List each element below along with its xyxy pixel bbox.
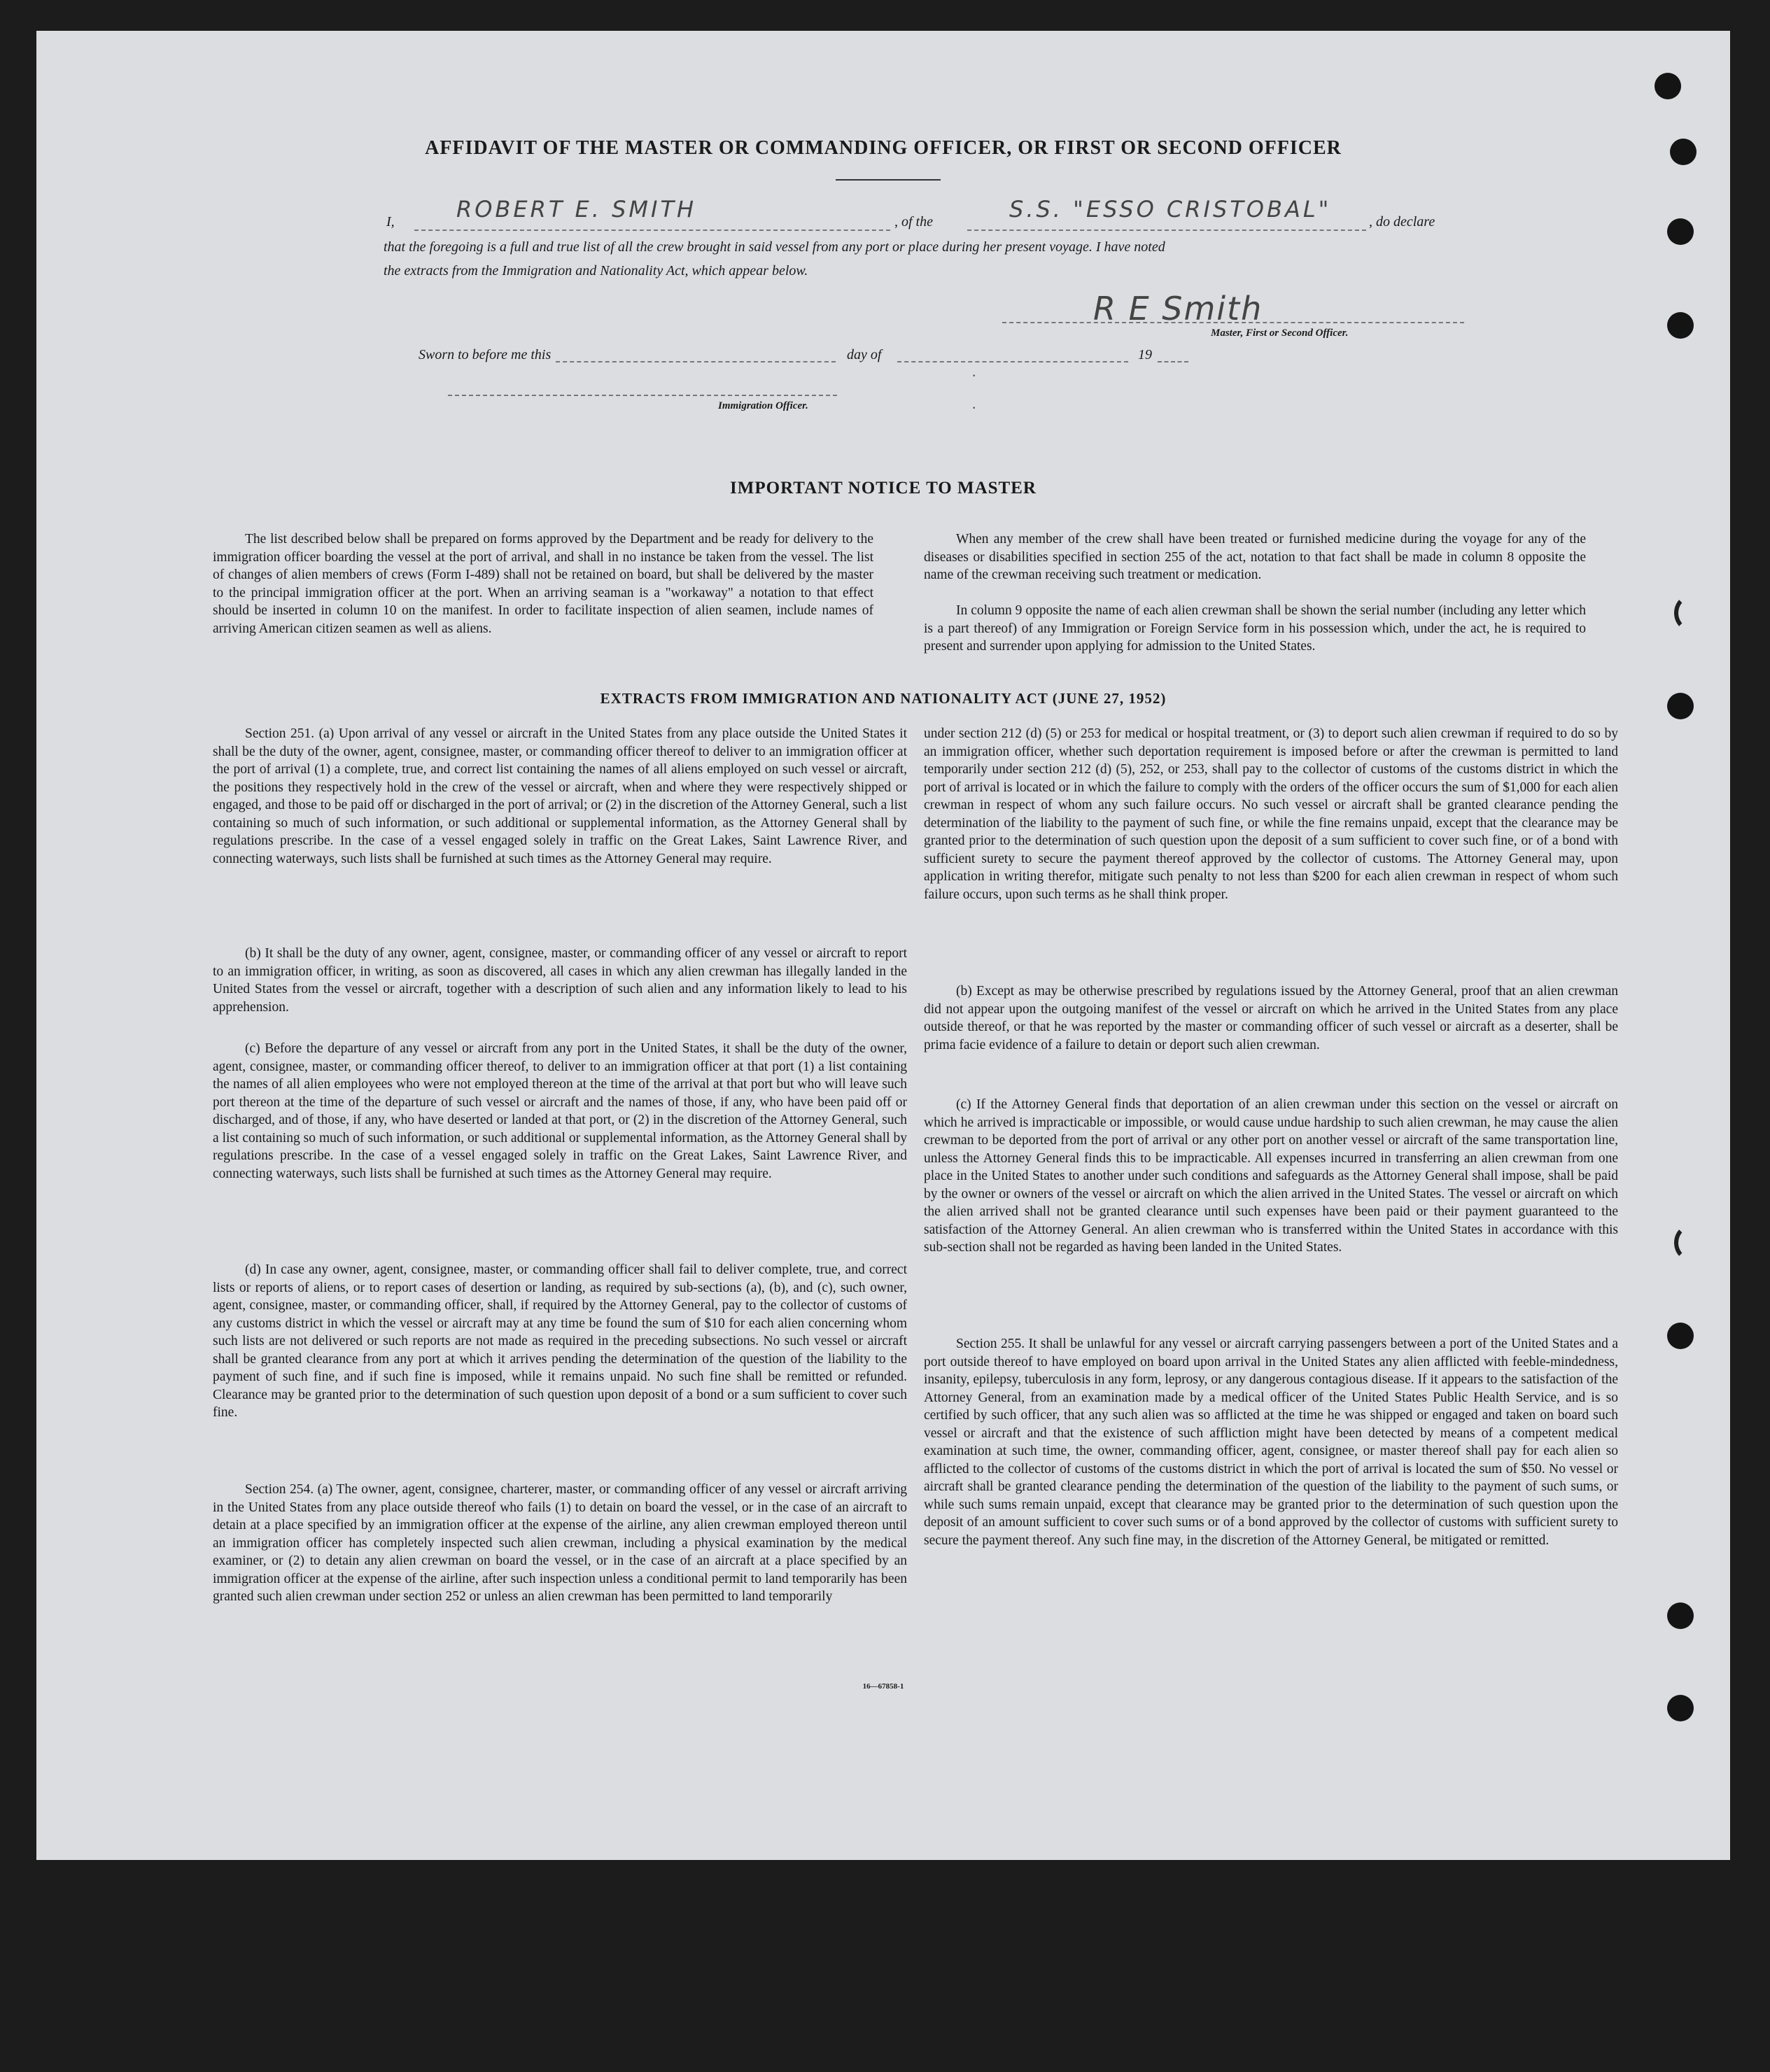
master-name-handwritten: ROBERT E. SMITH [456,196,697,223]
section-251c: (c) Before the departure of any vessel or aircraft from any port in the United States, it shall be the duty of the owner, agent, consignee, master, or commanding officer thereof, to deliver to an immigration officer at that port (1) a list containing the names of all alien employees who were not employed thereon at the time of the arrival at that port but who will leave such port thereon at the time of the departure of such vessel or aircraft and the names of those, if any, who have been paid off or discharged, and of those, if any, who have deserted or landed at that port, or (2) in the discretion of the Attorney General, such a list containing so much of such information, or such additional or supplemental information, as the Attorney General shall by regulations prescribe. In the case of a vessel engaged solely in traffic on the Great Lakes, Saint Lawrence River, and connecting waterways, such lists shall be furnished at such times as the Attorney General may require. [213,1041,907,1181]
officer-caption: Immigration Officer. [718,400,808,411]
declaration-line-1: that the foregoing is a full and true list of all the crew brought in said vessel from any port or place during her present voyage. I have noted [384,239,1165,255]
signature-line [1002,322,1464,323]
name-line [414,230,890,231]
section-254a-continued: under section 212 (d) (5) or 253 for medical or hospital treatment, or (3) to deport such alien crewman if required to do so by an immigration officer, whether such deportation requirement is imposed before or after the crewman is permitted to land temporarily under section 212 (d) (5), 252, or 253, shall pay to the collector of customs of the customs district in which the port of arrival is located or in which the failure to comply with the orders of the officer occurs the sum of $1,000 for each alien crewman in respect of whom any such failure occurs. No such vessel or aircraft shall be granted clearance pending the determination of the liability to the payment of such fine, or while the fine remains unpaid, except that the clearance may be granted prior to the determination of such question upon the deposit of a sum sufficient to cover such fine, or of a bond with sufficient surety to secure the payment thereof approved by the collector of customs. The Attorney General may, upon application in writing therefor, mitigate such penalty to not less than $200 for each alien crewman in respect of whom such failure occurs, upon such terms as he shall think proper. [924,726,1618,902]
section-251a: Section 251. (a) Upon arrival of any vessel or aircraft in the United States from any place outside the United States it shall be the duty of the owner, agent, consignee, master, or commanding officer thereof to deliver to an immigration officer at the port of arrival (1) a complete, true, and correct list containing the names of all aliens employed on such vessel or aircraft, the positions they respectively hold in the crew of the vessel or aircraft, when and where they were respectively shipped or engaged, and those to be paid off or discharged in the port of arrival; or (2) in the discretion of the Attorney General, such a list containing so much of such information, or such additional or supplemental information, as the Attorney General shall by regulations prescribe. In the case of a vessel engaged solely in traffic on the Great Lakes, Saint Lawrence River, and connecting waterways, such lists shall be furnished at such times as the Attorney General may require. [213,726,907,866]
stray-mark: · [971,367,977,384]
stray-mark: · [971,399,977,416]
document-page [36,31,1730,1860]
binder-hole [1667,218,1694,245]
binder-hole [1655,73,1681,99]
month-line [897,361,1128,362]
i-label: I, [386,214,395,230]
section-251d: (d) In case any owner, agent, consignee, master, or commanding officer shall fail to deliver complete, true, and correct lists or reports of aliens, or to report cases of desertion or landing, as required by sub-sections (a), (b), and (c), such owner, agent, consignee, master, or commanding officer, shall, if required by the Attorney General, pay to the collector of customs of any customs district in which the vessel or aircraft may at any time be found the sum of $10 for each alien concerning whom such lists are not delivered or such reports are not made as required in the preceding subsections. No such vessel or aircraft shall be granted clearance from any port at which it arrives pending the determination of the question of the liability to the payment of such fine, and if such fine is imposed, while it remains unpaid. No such fine shall be remitted or refunded. Clearance may be granted prior to the determination of such question upon deposit of a bond or a sum sufficient to cover such fine. [213,1262,907,1420]
sworn-label: Sworn to before me this [419,347,552,362]
notice-title: IMPORTANT NOTICE TO MASTER [730,479,1037,498]
notice-right-paragraph-1: When any member of the crew shall have been treated or furnished medicine during the voyage for any of the diseases or disabilities specified in section 255 of the act, notation to that fact shall be made in column 8 opposite the name of the crewman receiving such treatment or medication. [924,532,1586,582]
binder-hole [1674,1225,1706,1261]
day-of-label: day of [847,347,882,362]
form-code: 16—67858-1 [862,1682,904,1691]
notice-left-paragraph: The list described below shall be prepared on forms approved by the Department and be ready for delivery to the immigration officer boarding the vessel at the port of arrival, and shall in no instance be taken from the vessel. The list of changes of alien members of crews (Form I-489) shall not be retained on board, but shall be delivered by the master to the principal immigration officer at the port. When an arriving seaman is a "workaway" a notation to that effect should be inserted in column 10 on the manifest. In order to facilitate inspection of alien seamen, include names of arriving American citizen seamen as well as aliens. [213,532,873,636]
binder-hole [1674,595,1706,631]
section-251b: (b) It shall be the duty of any owner, agent, consignee, master, or commanding officer of any vessel or aircraft to report to an immigration officer, in writing, as soon as discovered, all cases in which any alien crewman has illegally landed in the United States from the vessel or aircraft, together with a description of such alien and any information likely to lead to his apprehension. [213,946,907,1015]
section-255: Section 255. It shall be unlawful for any vessel or aircraft carrying passengers between a port of the United States and a port outside thereof to have employed on board upon arrival in the United States any alien afflicted with feeble-mindedness, insanity, epilepsy, tuberculosis in any form, leprosy, or any dangerous contagious disease. If it appears to the satisfaction of the Attorney General, from an examination made by a medical officer of the United States Public Health Service, and is so certified by such officer, that any such alien was so afflicted at the time he was shipped or engaged and taken on board such vessel or aircraft and that the existence of such affliction might have been detected by means of a competent medical examination at such time, the owner, commanding officer, agent, consignee, or master thereof shall pay for each alien so afflicted to the collector of customs of the customs district in which the port of arrival is located the sum of $50. No vessel or aircraft shall be granted clearance pending the determination of the question of the liability to the payment of such sums, or while such sums remain unpaid, except that clearance may be granted prior to the determination of such question upon the deposit of an amount sufficient to cover such sums or of a bond approved by the collector of customs with sufficient surety to secure the payment thereof. Any such fine may, in the discretion of the Attorney General, be mitigated or remitted. [924,1337,1618,1548]
notice-right-paragraph-2: In column 9 opposite the name of each alien crewman shall be shown the serial number (including any letter which is a part thereof) of any Immigration or Foreign Service form in his possession which, under the act, he is required to present and surrender upon applying for admission to the United States. [924,603,1586,654]
declaration-line-2: the extracts from the Immigration and Nationality Act, which appear below. [384,263,808,279]
vessel-name-handwritten: S.S. "ESSO CRISTOBAL" [1009,196,1332,223]
officer-signature-line [448,395,837,396]
year-prefix: 19 [1138,347,1152,362]
title-divider [836,179,941,181]
section-254a: Section 254. (a) The owner, agent, consignee, charterer, master, or commanding officer of any vessel or aircraft arriving in the United States from any place outside thereof who fails (1) to detain on board the vessel, or in the case of an aircraft to detain at a place specified by an immigration officer at the expense of the airline, any alien crewman employed thereon until an immigration officer has completely inspected such alien crewman, including a physical examination by the medical examiner, or (2) to detain any alien crewman on board the vessel, or in the case of an aircraft at a place specified by an immigration officer at the expense of the airline, after such inspection unless a conditional permit to land temporarily has been granted such alien crewman under section 252 or unless an alien crewman has been permitted to land temporarily [213,1482,907,1604]
binder-hole [1667,1602,1694,1629]
extracts-title: EXTRACTS FROM IMMIGRATION AND NATIONALITY ACT (JUNE 27, 1952) [600,690,1167,707]
vessel-line [967,230,1366,231]
signature-caption: Master, First or Second Officer. [1211,327,1349,339]
section-254c: (c) If the Attorney General finds that deportation of an alien crewman under this section on the vessel or aircraft on which he arrived is impracticable or impossible, or would cause undue hardship to such alien crewman, he may cause the alien crewman to be deported from the port of arrival or any other port on another vessel or aircraft of the same transportation line, unless the Attorney General finds this to be impracticable. All expenses incurred in transferring an alien crewman from one place in the United States to another under such conditions and safeguards as the Attorney General shall impose, shall be paid by the owner or owners of the vessel or aircraft on which the alien arrived in the United States. The vessel or aircraft on which the alien arrived shall not be granted clearance until such expenses have been paid or their payment guaranteed to the satisfaction of the Attorney General. An alien crewman who is transferred within the United States in accordance with this sub-section shall not be regarded as having been landed in the United States. [924,1097,1618,1255]
binder-hole [1667,1323,1694,1349]
binder-hole [1667,312,1694,339]
section-254b: (b) Except as may be otherwise prescribed by regulations issued by the Attorney General, proof that an alien crewman did not appear upon the outgoing manifest of the vessel or aircraft on which he arrived in the United States from any place outside thereof, or that he was reported by the master or commanding officer of such vessel or aircraft as a deserter, shall be prima facie evidence of a failure to detain or deport such alien crewman. [924,984,1618,1052]
master-signature: R E Smith [1093,290,1263,327]
year-line [1158,361,1188,362]
do-declare-label: , do declare [1369,214,1435,230]
affidavit-title: AFFIDAVIT OF THE MASTER OR COMMANDING OFFICER, OR FIRST OR SECOND OFFICER [425,137,1342,159]
sworn-date-line [556,361,836,362]
of-the-label: , of the [894,214,933,230]
binder-hole [1667,1695,1694,1721]
